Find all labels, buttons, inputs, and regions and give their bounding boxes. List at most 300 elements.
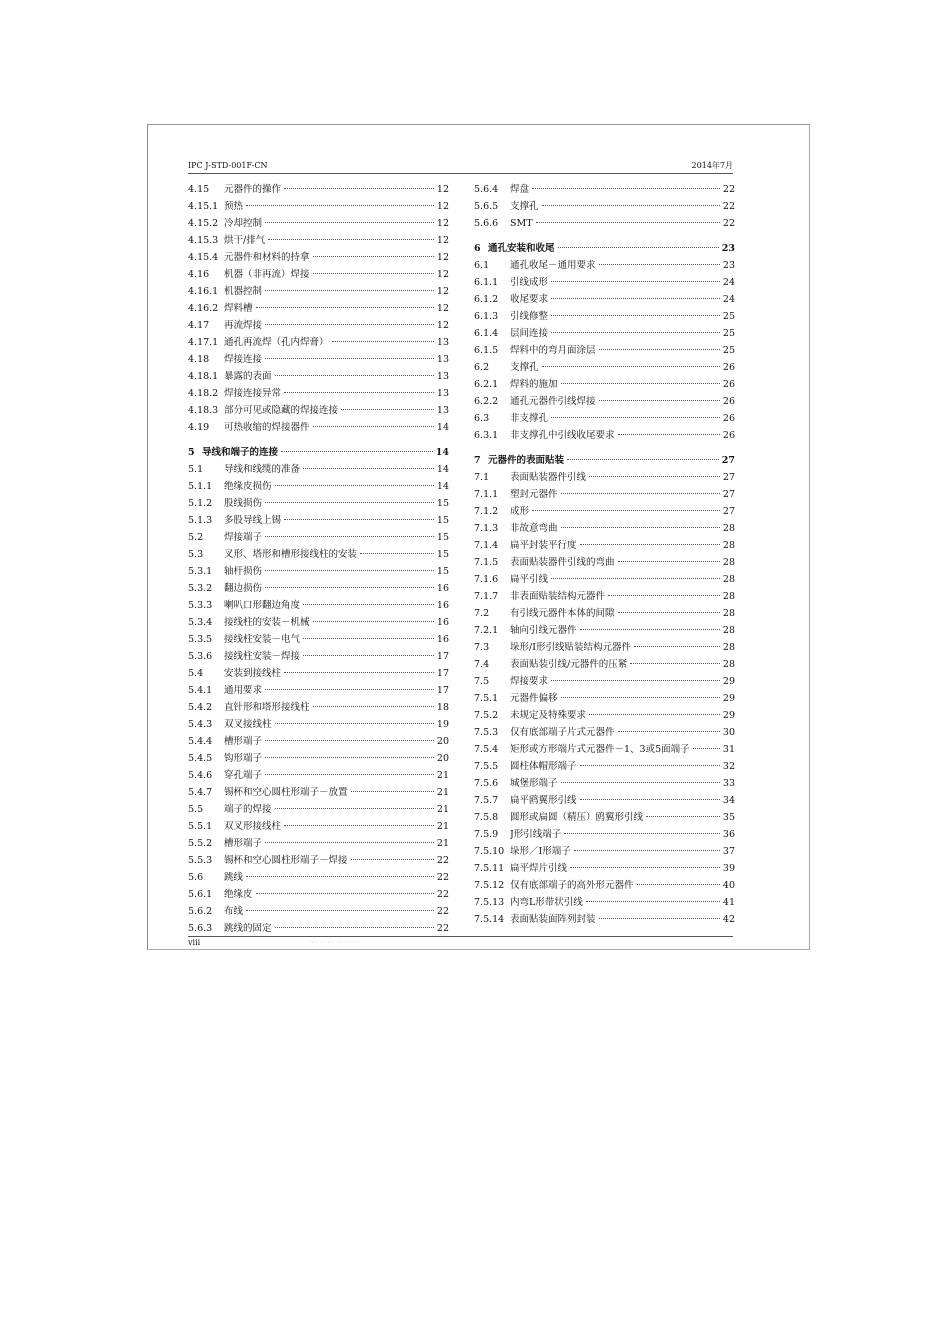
toc-entry-title: 直针形和塔形接线柱	[224, 702, 310, 713]
footer-rule	[188, 936, 733, 937]
toc-entry-number: 6.2.2	[474, 396, 499, 407]
toc-entry-title: 绝缘皮	[224, 889, 253, 900]
toc-entry[interactable]	[188, 903, 449, 920]
toc-leader-dots	[284, 188, 434, 189]
section-spacer	[188, 436, 449, 444]
toc-entry[interactable]	[474, 393, 735, 410]
toc-entry-number: 6.2	[474, 362, 490, 373]
toc-leader-dots	[313, 621, 434, 622]
toc-entry-title: 非表面贴装结构元器件	[510, 591, 606, 602]
toc-entry-page: 28	[722, 591, 735, 602]
toc-entry-title: 仅有底部端子片式元器件	[510, 727, 615, 738]
toc-entry-title: 布线	[224, 906, 244, 917]
toc-entry-page: 29	[722, 693, 735, 704]
toc-entry-page: 21	[436, 821, 449, 832]
toc-entry[interactable]	[474, 274, 735, 291]
toc-entry[interactable]	[474, 376, 735, 393]
toc-leader-dots	[313, 256, 434, 257]
toc-leader-dots	[265, 842, 434, 843]
toc-entry-page: 15	[436, 515, 449, 526]
toc-entry[interactable]	[188, 682, 449, 699]
toc-entry-title: 翻边损伤	[224, 583, 263, 594]
toc-entry[interactable]	[474, 843, 735, 860]
toc-leader-dots	[265, 536, 434, 537]
toc-entry-number: 4.18	[188, 354, 210, 365]
section-spacer	[474, 444, 735, 452]
toc-entry-number: 5.1.3	[188, 515, 213, 526]
toc-entry-number: 7.1.4	[474, 540, 499, 551]
toc-entry[interactable]	[474, 894, 735, 911]
toc-entry[interactable]	[188, 283, 449, 300]
toc-entry-number: 5.4.7	[188, 787, 213, 798]
toc-entry[interactable]	[474, 724, 735, 741]
toc-leader-dots	[551, 578, 720, 579]
toc-entry-page: 35	[722, 812, 735, 823]
toc-entry-number: 4.18.1	[188, 371, 219, 382]
toc-entry-title: 钩形端子	[224, 753, 263, 764]
toc-entry[interactable]	[474, 410, 735, 427]
toc-entry[interactable]	[188, 249, 449, 266]
toc-leader-dots	[265, 587, 434, 588]
toc-leader-dots	[618, 731, 720, 732]
toc-entry-page: 15	[436, 498, 449, 509]
toc-entry-title: 表面贴装引线/元器件的压紧	[510, 659, 628, 670]
toc-entry[interactable]	[188, 495, 449, 512]
toc-entry-title: 焊接端子	[224, 532, 263, 543]
toc-leader-dots	[265, 570, 434, 571]
toc-leader-dots	[574, 850, 720, 851]
toc-entry[interactable]	[188, 852, 449, 869]
toc-entry-page: 42	[722, 914, 735, 925]
toc-entry-number: 7.2.1	[474, 625, 499, 636]
toc-entry-number: 5.6.6	[474, 218, 499, 229]
toc-entry[interactable]	[474, 707, 735, 724]
toc-entry[interactable]	[188, 818, 449, 835]
toc-leader-dots	[618, 561, 720, 562]
toc-entry[interactable]	[188, 699, 449, 716]
toc-entry[interactable]	[474, 656, 735, 673]
toc-entry[interactable]	[474, 741, 735, 758]
toc-entry[interactable]	[474, 877, 735, 894]
toc-leader-dots	[567, 459, 719, 460]
toc-entry-title: 扁平鸥翼形引线	[510, 795, 577, 806]
toc-entry-number: 4.15.4	[188, 252, 219, 263]
toc-entry-title: 扁平引线	[510, 574, 549, 585]
toc-leader-dots	[303, 468, 434, 469]
toc-entry-number: 5.4.2	[188, 702, 213, 713]
toc-leader-dots	[246, 205, 434, 206]
toc-entry[interactable]	[474, 622, 735, 639]
toc-entry-page: 22	[436, 872, 449, 883]
toc-entry[interactable]	[188, 317, 449, 334]
toc-entry-title: 机器控制	[224, 286, 263, 297]
toc-entry-title: 表面贴装器件引线	[510, 472, 587, 483]
toc-entry-number: 5.5.1	[188, 821, 213, 832]
toc-entry-number: 5.3.2	[188, 583, 213, 594]
toc-entry-title: 层间连接	[510, 328, 549, 339]
toc-entry-title: 导线和端子的连接	[202, 447, 279, 458]
toc-entry-title: 支撑孔	[510, 362, 539, 373]
toc-entry-page: 14	[436, 481, 449, 492]
page-header	[188, 161, 733, 174]
toc-entry[interactable]	[474, 308, 735, 325]
toc-leader-dots	[561, 383, 720, 384]
toc-entry-title: 通用要求	[224, 685, 263, 696]
toc-entry[interactable]	[188, 733, 449, 750]
toc-entry-number: 5.6.5	[474, 201, 499, 212]
toc-entry-page: 22	[436, 855, 449, 866]
toc-entry-title: 引线成形	[510, 277, 549, 288]
toc-leader-dots	[589, 476, 720, 477]
toc-entry-page: 13	[436, 337, 449, 348]
toc-entry[interactable]	[188, 648, 449, 665]
toc-entry-number: 7.5.14	[474, 914, 505, 925]
toc-entry[interactable]	[188, 614, 449, 631]
toc-entry-number: 7.1	[474, 472, 490, 483]
toc-entry[interactable]	[474, 809, 735, 826]
toc-entry-page: 13	[436, 405, 449, 416]
toc-entry-number: 7.5.1	[474, 693, 499, 704]
toc-leader-dots	[646, 816, 720, 817]
toc-entry-number: 7.1.7	[474, 591, 499, 602]
toc-entry-title: 元器件和材料的持拿	[224, 252, 310, 263]
toc-leader-dots	[275, 485, 434, 486]
toc-entry-page: 41	[722, 897, 735, 908]
toc-entry-page: 28	[722, 540, 735, 551]
toc-entry-number: 7.5.13	[474, 897, 505, 908]
toc-entry-number: 7.1.5	[474, 557, 499, 568]
toc-entry-title: 非支撑孔中引线收尾要求	[510, 430, 615, 441]
toc-entry[interactable]	[188, 181, 449, 198]
toc-entry[interactable]	[188, 784, 449, 801]
toc-leader-dots	[564, 833, 720, 834]
toc-leader-dots	[303, 655, 434, 656]
toc-entry[interactable]	[188, 419, 449, 436]
toc-entry[interactable]	[474, 291, 735, 308]
toc-entry-page: 12	[436, 286, 449, 297]
toc-entry-page: 27	[722, 506, 735, 517]
toc-entry-page: 25	[722, 311, 735, 322]
toc-entry[interactable]	[188, 300, 449, 317]
toc-entry-title: 焊接连接异常	[224, 388, 282, 399]
toc-leader-dots	[281, 451, 433, 452]
toc-entry[interactable]	[188, 801, 449, 818]
header-doc-id: IPC J-STD-001F-CN	[188, 161, 268, 170]
toc-entry-page: 14	[435, 447, 449, 458]
toc-entry-number: 4.15	[188, 184, 210, 195]
toc-entry[interactable]	[474, 257, 735, 274]
toc-entry-number: 5.3.3	[188, 600, 213, 611]
toc-entry[interactable]	[474, 181, 735, 198]
toc-entry-page: 18	[436, 702, 449, 713]
toc-entry-title: 机器（非再流）焊接	[224, 269, 310, 280]
toc-entry[interactable]	[188, 512, 449, 529]
toc-entry-page: 26	[722, 430, 735, 441]
toc-leader-dots	[532, 510, 720, 511]
toc-entry[interactable]	[188, 597, 449, 614]
toc-entry[interactable]	[474, 792, 735, 809]
toc-entry-title: 未规定及特殊要求	[510, 710, 587, 721]
toc-leader-dots	[332, 341, 434, 342]
toc-leader-dots	[246, 910, 434, 911]
toc-entry-page: 12	[436, 235, 449, 246]
toc-entry[interactable]	[474, 359, 735, 376]
toc-entry-title: 再流焊接	[224, 320, 263, 331]
toc-entry[interactable]	[188, 198, 449, 215]
toc-entry-number: 5.4.3	[188, 719, 213, 730]
toc-entry[interactable]	[474, 520, 735, 537]
toc-entry[interactable]	[474, 571, 735, 588]
toc-entry[interactable]	[474, 911, 735, 928]
toc-entry-number: 5.3	[188, 549, 204, 560]
toc-entry[interactable]	[188, 869, 449, 886]
toc-entry-title: 导线和线缆的准备	[224, 464, 301, 475]
toc-entry-page: 12	[436, 252, 449, 263]
toc-entry[interactable]	[188, 631, 449, 648]
toc-entry-number: 7.1.2	[474, 506, 499, 517]
toc-entry-page: 29	[722, 676, 735, 687]
toc-entry[interactable]	[474, 588, 735, 605]
toc-entry-title: 跳线	[224, 872, 244, 883]
toc-entry-page: 22	[722, 184, 735, 195]
toc-entry-page: 39	[722, 863, 735, 874]
toc-left-column	[188, 181, 449, 937]
toc-entry-number: 7.1.1	[474, 489, 499, 500]
toc-entry[interactable]	[188, 835, 449, 852]
toc-leader-dots	[693, 748, 720, 749]
toc-entry-number: 7.5.11	[474, 863, 505, 874]
toc-leader-dots	[284, 825, 434, 826]
toc-entry-page: 17	[436, 685, 449, 696]
toc-entry-number: 5.6.3	[188, 923, 213, 934]
toc-entry[interactable]	[188, 529, 449, 546]
toc-entry[interactable]	[474, 325, 735, 342]
toc-entry-title: 预热	[224, 201, 244, 212]
toc-entry[interactable]	[188, 580, 449, 597]
toc-entry[interactable]	[474, 826, 735, 843]
toc-entry-page: 25	[722, 328, 735, 339]
toc-entry-title: 接线柱的安装－机械	[224, 617, 310, 628]
toc-entry-title: 表面贴装面阵列封装	[510, 914, 596, 925]
toc-entry-title: 焊料槽	[224, 303, 253, 314]
toc-entry-page: 26	[722, 413, 735, 424]
toc-right-column	[474, 181, 735, 928]
toc-entry[interactable]	[474, 427, 735, 444]
toc-leader-dots	[256, 307, 434, 308]
toc-entry[interactable]	[474, 503, 735, 520]
toc-entry-number: 5	[188, 447, 195, 458]
toc-entry-title: 安装到接线柱	[224, 668, 282, 679]
toc-entry-page: 28	[722, 642, 735, 653]
toc-entry-number: 7.5.2	[474, 710, 499, 721]
toc-leader-dots	[618, 612, 720, 613]
toc-entry-page: 15	[436, 566, 449, 577]
toc-entry-title: J形引线端子	[510, 829, 562, 840]
toc-entry[interactable]	[188, 716, 449, 733]
toc-entry-number: 7.5.10	[474, 846, 505, 857]
toc-leader-dots	[561, 527, 720, 528]
toc-entry-title: 烘干/排气	[224, 235, 266, 246]
toc-entry[interactable]	[474, 860, 735, 877]
toc-entry[interactable]	[474, 605, 735, 622]
toc-entry-page: 22	[722, 201, 735, 212]
toc-entry[interactable]	[188, 750, 449, 767]
toc-entry-title: 接线柱安装－焊接	[224, 651, 301, 662]
toc-entry[interactable]	[188, 546, 449, 563]
toc-entry[interactable]	[474, 537, 735, 554]
toc-entry[interactable]	[474, 198, 735, 215]
toc-leader-dots	[256, 893, 434, 894]
page-number: viii	[188, 938, 201, 947]
toc-entry-title: 跳线的固定	[224, 923, 272, 934]
toc-entry-page: 28	[722, 608, 735, 619]
toc-leader-dots	[275, 808, 434, 809]
toc-entry-title: 接线柱安装－电气	[224, 634, 301, 645]
toc-entry-number: 4.15.3	[188, 235, 219, 246]
toc-entry-title: 通孔元器件引线焊接	[510, 396, 596, 407]
toc-leader-dots	[561, 782, 720, 783]
toc-entry[interactable]	[474, 775, 735, 792]
toc-entry-page: 12	[436, 269, 449, 280]
toc-entry-page: 23	[721, 243, 735, 254]
toc-entry-title: 部分可见或隐藏的焊接连接	[224, 405, 339, 416]
toc-entry[interactable]	[474, 758, 735, 775]
toc-entry-page: 13	[436, 388, 449, 399]
toc-entry[interactable]	[474, 469, 735, 486]
toc-entry[interactable]	[474, 673, 735, 690]
toc-entry-page: 29	[722, 710, 735, 721]
toc-entry[interactable]	[188, 368, 449, 385]
toc-entry[interactable]	[188, 886, 449, 903]
toc-leader-dots	[275, 927, 434, 928]
toc-leader-dots	[618, 434, 720, 435]
toc-entry-number: 5.4.5	[188, 753, 213, 764]
toc-entry[interactable]	[188, 563, 449, 580]
toc-entry[interactable]	[474, 215, 735, 232]
toc-entry-page: 16	[436, 634, 449, 645]
toc-leader-dots	[551, 332, 720, 333]
toc-leader-dots	[351, 791, 434, 792]
toc-entry-number: 5.3.6	[188, 651, 213, 662]
toc-leader-dots	[532, 188, 720, 189]
toc-entry[interactable]	[474, 342, 735, 359]
toc-leader-dots	[265, 757, 434, 758]
toc-entry-page: 12	[436, 320, 449, 331]
toc-entry[interactable]	[188, 461, 449, 478]
toc-entry-title: 扁平封装平行度	[510, 540, 577, 551]
toc-leader-dots	[265, 502, 434, 503]
toc-section-heading[interactable]	[188, 444, 449, 461]
toc-entry[interactable]	[188, 402, 449, 419]
toc-entry-title: 内弯L形带状引线	[510, 897, 583, 908]
toc-entry-title: 成形	[510, 506, 530, 517]
toc-entry[interactable]	[188, 385, 449, 402]
toc-entry-page: 26	[722, 396, 735, 407]
toc-entry-page: 28	[722, 574, 735, 585]
toc-entry[interactable]	[188, 266, 449, 283]
toc-entry-page: 33	[722, 778, 735, 789]
toc-leader-dots	[561, 697, 720, 698]
toc-entry-number: 5.1.2	[188, 498, 213, 509]
toc-entry[interactable]	[188, 334, 449, 351]
toc-entry-page: 28	[722, 625, 735, 636]
toc-entry-title: 锡杯和空心圆柱形端子－放置	[224, 787, 348, 798]
toc-leader-dots	[630, 663, 720, 664]
toc-leader-dots	[265, 740, 434, 741]
toc-entry[interactable]	[188, 767, 449, 784]
toc-entry-page: 16	[436, 617, 449, 628]
toc-leader-dots	[360, 553, 434, 554]
toc-entry-title: 元器件偏移	[510, 693, 558, 704]
toc-entry-number: 5.4.4	[188, 736, 213, 747]
toc-entry-title: 表面贴装器件引线的弯曲	[510, 557, 615, 568]
toc-entry-number: 7.2	[474, 608, 490, 619]
document-page	[147, 124, 810, 950]
toc-entry-number: 6	[474, 243, 481, 254]
toc-entry-page: 15	[436, 549, 449, 560]
toc-entry-page: 30	[722, 727, 735, 738]
toc-leader-dots	[637, 884, 720, 885]
toc-entry[interactable]	[188, 232, 449, 249]
toc-entry-number: 7.5.9	[474, 829, 499, 840]
toc-leader-dots	[265, 290, 434, 291]
toc-entry-title: 支撑孔	[510, 201, 539, 212]
toc-leader-dots	[303, 604, 434, 605]
toc-entry-number: 6.1.1	[474, 277, 499, 288]
toc-entry-page: 20	[436, 753, 449, 764]
toc-entry-number: 4.16.2	[188, 303, 219, 314]
toc-leader-dots	[313, 706, 434, 707]
toc-entry[interactable]	[474, 554, 735, 571]
toc-leader-dots	[284, 672, 434, 673]
toc-leader-dots	[580, 544, 720, 545]
toc-entry[interactable]	[188, 478, 449, 495]
toc-entry[interactable]	[188, 665, 449, 682]
toc-leader-dots	[542, 366, 720, 367]
toc-leader-dots	[275, 723, 434, 724]
toc-entry[interactable]	[188, 920, 449, 937]
toc-leader-dots	[284, 519, 434, 520]
toc-entry-number: 5.1	[188, 464, 204, 475]
toc-entry[interactable]	[474, 690, 735, 707]
toc-section-heading[interactable]	[474, 240, 735, 257]
toc-leader-dots	[580, 629, 720, 630]
toc-leader-dots	[608, 595, 720, 596]
toc-leader-dots	[599, 400, 720, 401]
toc-entry-page: 12	[436, 303, 449, 314]
toc-leader-dots	[275, 375, 434, 376]
toc-entry-number: 5.6.1	[188, 889, 213, 900]
toc-section-heading[interactable]	[474, 452, 735, 469]
toc-entry[interactable]	[188, 215, 449, 232]
toc-leader-dots	[536, 222, 720, 223]
header-date: 2014年7月	[691, 161, 733, 170]
toc-entry[interactable]	[474, 639, 735, 656]
toc-entry-number: 4.17.1	[188, 337, 219, 348]
toc-entry-page: 16	[436, 600, 449, 611]
toc-entry-number: 6.3.1	[474, 430, 499, 441]
toc-entry[interactable]	[474, 486, 735, 503]
toc-entry[interactable]	[188, 351, 449, 368]
toc-entry-title: 通孔再流焊（孔内焊膏）	[224, 337, 329, 348]
toc-entry-title: 元器件的操作	[224, 184, 282, 195]
toc-leader-dots	[268, 239, 434, 240]
toc-entry-title: 轴杆损伤	[224, 566, 263, 577]
toc-leader-dots	[586, 901, 720, 902]
toc-entry-number: 7.5.8	[474, 812, 499, 823]
toc-leader-dots	[265, 222, 434, 223]
toc-leader-dots	[313, 426, 434, 427]
